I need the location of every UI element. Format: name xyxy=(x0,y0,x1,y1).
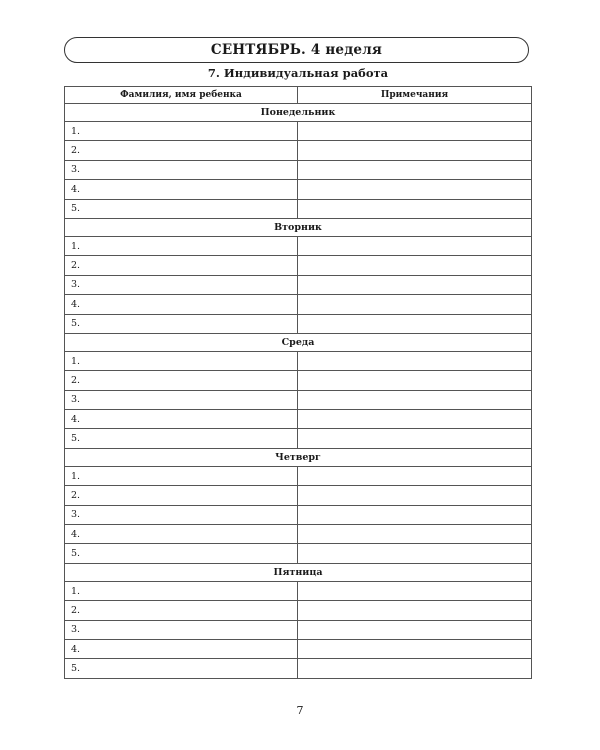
day-row xyxy=(65,563,532,581)
table-row xyxy=(65,620,532,639)
table-row xyxy=(65,199,532,218)
child-name-cell[interactable]: 1. xyxy=(65,351,298,370)
child-name-cell[interactable]: 5. xyxy=(65,544,298,563)
day-label: Среда xyxy=(65,333,532,351)
notes-cell[interactable] xyxy=(298,581,532,600)
notes-cell[interactable] xyxy=(298,275,532,294)
notes-cell[interactable] xyxy=(298,410,532,429)
child-name-cell[interactable]: 1. xyxy=(65,581,298,600)
table-row xyxy=(65,236,532,255)
child-name-cell[interactable]: 4. xyxy=(65,639,298,658)
child-name-cell[interactable]: 5. xyxy=(65,314,298,333)
table-row xyxy=(65,505,532,524)
day-label: Понедельник xyxy=(65,104,532,122)
week-title: СЕНТЯБРЬ. 4 неделя xyxy=(210,42,383,58)
column-header-child-name: Фамилия, имя ребенка xyxy=(65,87,298,104)
table-row xyxy=(65,581,532,600)
notes-cell[interactable] xyxy=(298,525,532,544)
child-name-cell[interactable]: 4. xyxy=(65,410,298,429)
child-name-cell[interactable]: 1. xyxy=(65,236,298,255)
individual-work-table xyxy=(64,86,532,679)
notes-cell[interactable] xyxy=(298,122,532,141)
child-name-cell[interactable]: 3. xyxy=(65,275,298,294)
table-row xyxy=(65,351,532,370)
notes-cell[interactable] xyxy=(298,314,532,333)
table-row xyxy=(65,429,532,448)
day-row xyxy=(65,448,532,466)
child-name-cell[interactable]: 2. xyxy=(65,141,298,160)
table-row xyxy=(65,639,532,658)
notes-cell[interactable] xyxy=(298,295,532,314)
child-name-cell[interactable]: 4. xyxy=(65,180,298,199)
child-name-cell[interactable]: 2. xyxy=(65,371,298,390)
table-row xyxy=(65,141,532,160)
child-name-cell[interactable]: 4. xyxy=(65,295,298,314)
day-label: Вторник xyxy=(65,218,532,236)
notes-cell[interactable] xyxy=(298,390,532,409)
notes-cell[interactable] xyxy=(298,199,532,218)
notes-cell[interactable] xyxy=(298,351,532,370)
notes-cell[interactable] xyxy=(298,620,532,639)
child-name-cell[interactable]: 2. xyxy=(65,256,298,275)
page-number: 7 xyxy=(296,704,304,717)
table-row xyxy=(65,544,532,563)
day-label: Пятница xyxy=(65,563,532,581)
child-name-cell[interactable]: 4. xyxy=(65,525,298,544)
child-name-cell[interactable]: 3. xyxy=(65,505,298,524)
table-row xyxy=(65,390,532,409)
table-row xyxy=(65,659,532,678)
table-row xyxy=(65,525,532,544)
child-name-cell[interactable]: 3. xyxy=(65,390,298,409)
table-row xyxy=(65,371,532,390)
notes-cell[interactable] xyxy=(298,180,532,199)
child-name-cell[interactable]: 2. xyxy=(65,601,298,620)
table-row xyxy=(65,180,532,199)
notes-cell[interactable] xyxy=(298,639,532,658)
table-row xyxy=(65,314,532,333)
section-title: 7. Индивидуальная работа xyxy=(207,66,389,80)
table-row xyxy=(65,410,532,429)
notes-cell[interactable] xyxy=(298,544,532,563)
table-row xyxy=(65,295,532,314)
table-header-row xyxy=(65,87,532,104)
child-name-cell[interactable]: 5. xyxy=(65,659,298,678)
table-row xyxy=(65,486,532,505)
child-name-cell[interactable]: 5. xyxy=(65,199,298,218)
child-name-cell[interactable]: 1. xyxy=(65,122,298,141)
table-row xyxy=(65,275,532,294)
notes-cell[interactable] xyxy=(298,466,532,485)
child-name-cell[interactable]: 3. xyxy=(65,160,298,179)
notes-cell[interactable] xyxy=(298,486,532,505)
column-header-notes: Примечания xyxy=(298,87,532,104)
table-row xyxy=(65,160,532,179)
table-row xyxy=(65,466,532,485)
day-row xyxy=(65,218,532,236)
notes-cell[interactable] xyxy=(298,371,532,390)
table-row xyxy=(65,601,532,620)
notes-cell[interactable] xyxy=(298,141,532,160)
notes-cell[interactable] xyxy=(298,659,532,678)
child-name-cell[interactable]: 2. xyxy=(65,486,298,505)
child-name-cell[interactable]: 1. xyxy=(65,466,298,485)
child-name-cell[interactable]: 5. xyxy=(65,429,298,448)
child-name-cell[interactable]: 3. xyxy=(65,620,298,639)
table-row xyxy=(65,122,532,141)
table-row xyxy=(65,256,532,275)
day-row xyxy=(65,333,532,351)
notes-cell[interactable] xyxy=(298,160,532,179)
notes-cell[interactable] xyxy=(298,429,532,448)
notes-cell[interactable] xyxy=(298,601,532,620)
day-row xyxy=(65,104,532,122)
day-label: Четверг xyxy=(65,448,532,466)
notes-cell[interactable] xyxy=(298,505,532,524)
notes-cell[interactable] xyxy=(298,256,532,275)
week-header xyxy=(64,37,529,63)
notes-cell[interactable] xyxy=(298,236,532,255)
